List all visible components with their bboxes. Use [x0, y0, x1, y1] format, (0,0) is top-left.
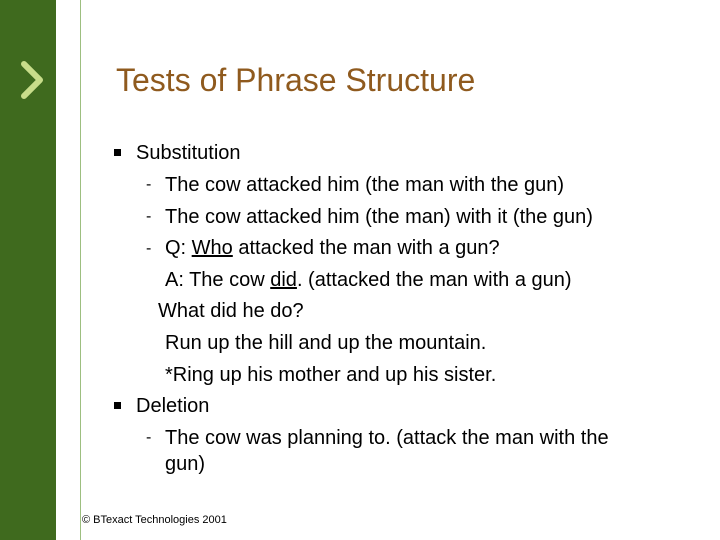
sub-item-2: The cow attacked him (the man) with it (the gun) — [165, 206, 593, 228]
what-did-line: What did he do? — [158, 300, 304, 322]
run-up-line: Run up the hill and up the mountain. — [165, 332, 487, 354]
question-rest: attacked the man with a gun? — [232, 237, 500, 259]
square-bullet-icon — [114, 149, 121, 156]
slide-title: Tests of Phrase Structure — [116, 62, 476, 98]
dash-bullet-icon: - — [146, 429, 152, 446]
dash-bullet-icon: - — [146, 176, 152, 193]
question-prefix: Q: — [165, 237, 192, 259]
dash-bullet-icon: - — [146, 208, 152, 225]
dash-bullet-icon: - — [146, 240, 152, 257]
answer-did: did — [270, 269, 297, 291]
bullet-deletion: Deletion — [136, 395, 210, 417]
ring-up-line: *Ring up his mother and up his sister. — [165, 364, 497, 386]
bullet-substitution: Substitution — [136, 142, 241, 164]
sub-item-1: The cow attacked him (the man with the gun) — [165, 174, 565, 196]
answer-prefix: A: The cow — [165, 269, 271, 291]
answer-rest: . (attacked the man with a gun) — [296, 269, 572, 291]
del-item-1: The cow was planning to. (attack the man with the — [165, 427, 609, 449]
question-who: Who — [191, 237, 233, 259]
square-bullet-icon — [114, 402, 121, 409]
del-item-1-cont: gun) — [165, 453, 206, 475]
sub-item-3 — [165, 238, 500, 258]
answer-line — [165, 270, 572, 290]
footer-copyright: © BTexact Technologies 2001 — [82, 514, 227, 526]
